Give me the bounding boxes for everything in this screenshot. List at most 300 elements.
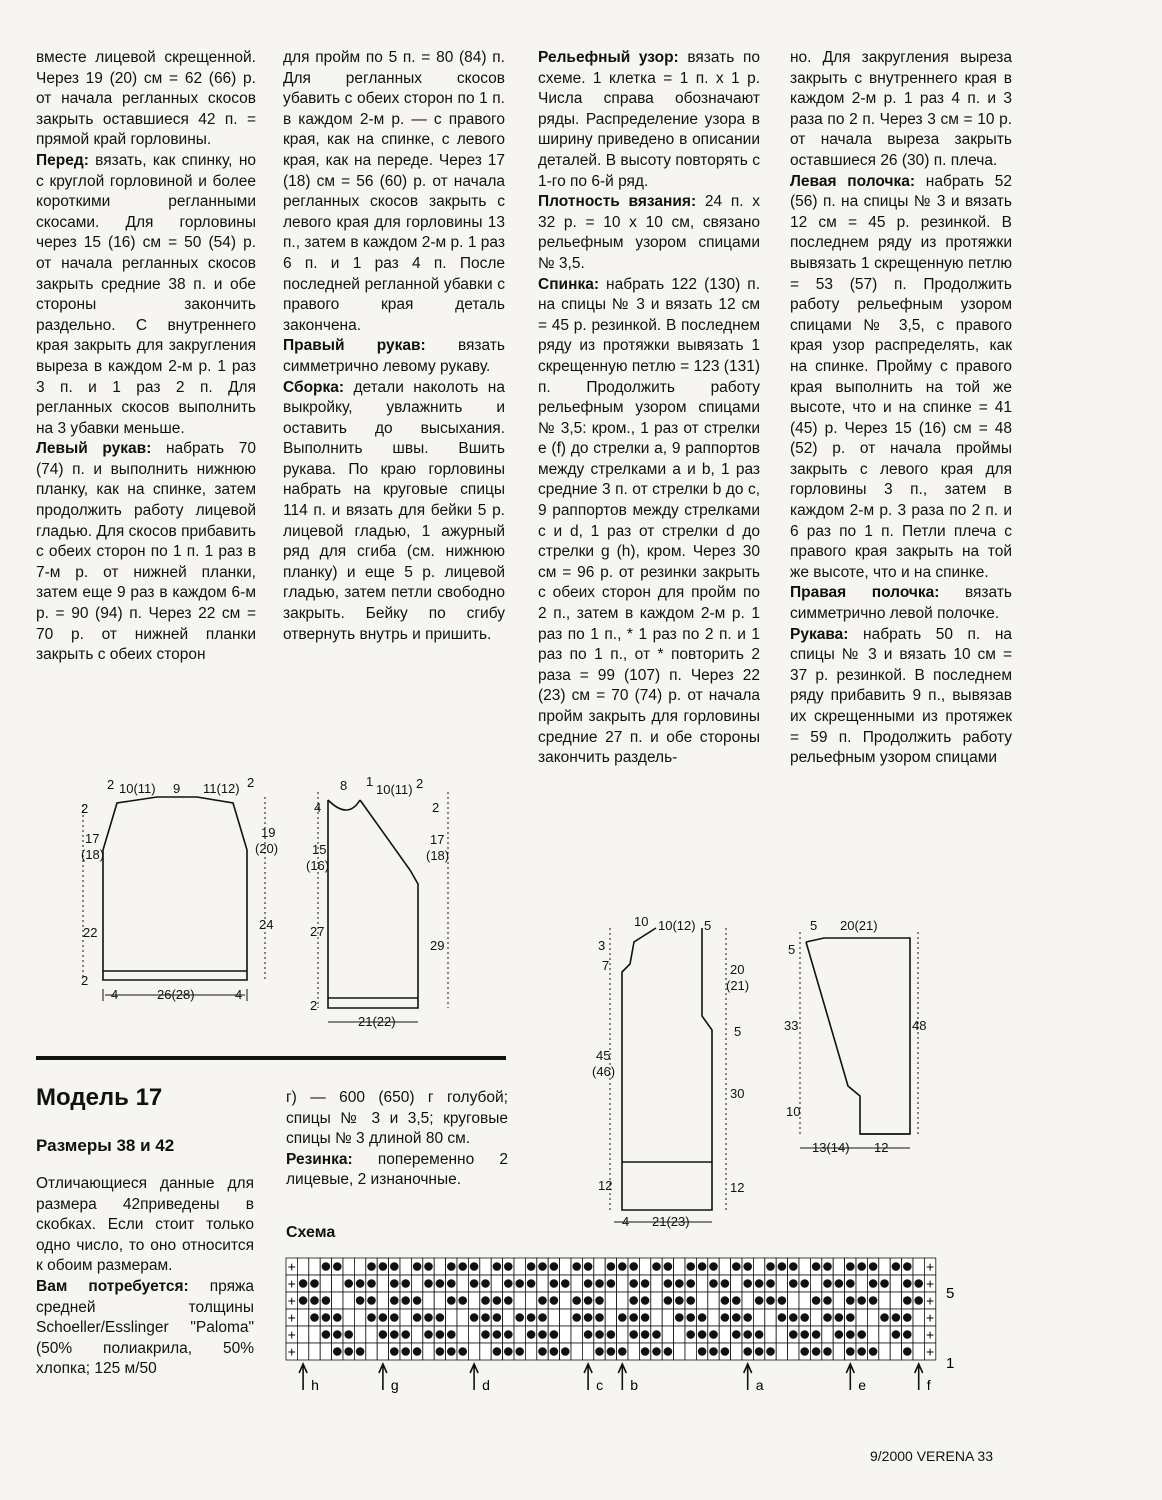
purl-dot [823, 1347, 832, 1356]
dim-label: 5 [788, 942, 796, 957]
dim-label: 5 [704, 918, 712, 933]
purl-dot [607, 1347, 616, 1356]
purl-dot [447, 1347, 456, 1356]
purl-dot [846, 1313, 855, 1322]
chart-cell [696, 1275, 707, 1292]
chart-cell [753, 1309, 764, 1326]
chart-cell [525, 1343, 536, 1360]
purl-dot [458, 1347, 467, 1356]
dim-label: 48 [912, 1018, 927, 1033]
purl-dot [800, 1313, 809, 1322]
chart-cell [651, 1275, 662, 1292]
purl-dot [515, 1279, 524, 1288]
purl-dot [629, 1296, 638, 1305]
purl-dot [584, 1313, 593, 1322]
chart-cell [685, 1343, 696, 1360]
text: детали наколоть на выкройку, увлажнить и оставить до высыхания. Выполнить швы. Вшить рукава. По краю горловины набрать на круговые спицы 114 п. и вязать для бейки 5 р. лицевой гладью, 1 ажурный ряд для сгиба (см. нижнюю планку) и еще 5 р. лицевой гладью, затем петли свободно закрыть. Бейку по сгибу отвернуть внутрь и пришить. [283, 378, 505, 643]
chart-cell [856, 1275, 867, 1292]
purl-dot [709, 1330, 718, 1339]
chart-cell [309, 1326, 320, 1343]
purl-dot [823, 1279, 832, 1288]
text: вязать симметрично левому рукаву. [283, 337, 505, 375]
purl-dot [641, 1296, 650, 1305]
chart-cell [810, 1309, 821, 1326]
purl-dot [538, 1330, 547, 1339]
purl-dot [652, 1330, 661, 1339]
model17-column-1 [36, 1174, 254, 1380]
purl-dot [527, 1330, 536, 1339]
purl-dot [766, 1296, 775, 1305]
chart-cell [297, 1343, 308, 1360]
purl-dot [481, 1330, 490, 1339]
purl-dot [857, 1262, 866, 1271]
paragraph-right-front [790, 583, 1012, 624]
chart-cell [719, 1258, 730, 1275]
chart-cell [605, 1292, 616, 1309]
purl-dot [538, 1296, 547, 1305]
chart-cell [377, 1275, 388, 1292]
purl-dot [823, 1262, 832, 1271]
chart-cell [788, 1292, 799, 1309]
purl-dot [789, 1279, 798, 1288]
dim-label: 4 [314, 800, 322, 815]
purl-dot [664, 1279, 673, 1288]
chart-cell [571, 1343, 582, 1360]
purl-dot [721, 1313, 730, 1322]
purl-dot [755, 1279, 764, 1288]
purl-dot [390, 1262, 399, 1271]
heading-right-sleeve: Правый рукав: [283, 337, 426, 355]
chart-cell [799, 1292, 810, 1309]
purl-dot [778, 1296, 787, 1305]
purl-dot [914, 1296, 923, 1305]
purl-dot [413, 1262, 422, 1271]
edge-stitch: + [926, 1275, 935, 1292]
purl-dot [493, 1262, 502, 1271]
dim-label: 2 [310, 998, 318, 1013]
chart-cell [708, 1292, 719, 1309]
chart-cell [742, 1292, 753, 1309]
paragraph: Отличающиеся данные для размера 42приведены в скобках. Если стоит только одно число, то оно относится к обоим размерам. [36, 1175, 254, 1275]
purl-dot [755, 1347, 764, 1356]
purl-dot [914, 1279, 923, 1288]
edge-stitch: + [926, 1258, 935, 1275]
dim-label: (46) [592, 1064, 616, 1079]
edge-stitch: + [287, 1258, 296, 1275]
purl-dot [686, 1296, 695, 1305]
heading-back: Спинка: [538, 275, 599, 293]
purl-dot [698, 1347, 707, 1356]
chart-cell [776, 1326, 787, 1343]
purl-dot [721, 1347, 730, 1356]
purl-dot [310, 1313, 319, 1322]
purl-dot [778, 1262, 787, 1271]
dim-label: 4 [111, 987, 119, 1002]
purl-dot [618, 1347, 627, 1356]
purl-dot [664, 1296, 673, 1305]
purl-dot [458, 1296, 467, 1305]
paragraph-assembly [283, 378, 505, 646]
paragraph: для пройм по 5 п. = 80 (84) п. Для регланных скосов убавить с обеих сторон по 1 п. в каждом 2-м р. — с правого края, как на спинке, с левого края, как на переде. Через 17 (18) см = 56 (60) р. от начала регланных скосов закрыть с левого края для горловины 13 п., затем в каждом 2-м р. 1 раз 6 п. и 1 раз 4 п. После последней регланной убавки с правого края деталь закончена. [283, 49, 505, 334]
text: попеременно 2 лицевые, 2 изнаночные. [286, 1150, 508, 1189]
chart-cell [560, 1309, 571, 1326]
paragraph-density [538, 192, 760, 274]
dim-label: 15 [312, 842, 327, 857]
chart-cell [879, 1258, 890, 1275]
purl-dot [470, 1262, 479, 1271]
row-number-5: 5 [946, 1285, 955, 1302]
heading-relief: Рельефный узор: [538, 49, 679, 66]
stitch-chart [284, 1256, 984, 1416]
purl-dot [629, 1262, 638, 1271]
purl-dot [641, 1347, 650, 1356]
dim-label: 9 [173, 781, 181, 796]
purl-dot [401, 1330, 410, 1339]
purl-dot [675, 1296, 684, 1305]
chart-cell [480, 1343, 491, 1360]
purl-dot [903, 1347, 912, 1356]
purl-dot [550, 1296, 559, 1305]
purl-dot [447, 1330, 456, 1339]
arrow-label: f [926, 1377, 931, 1393]
purl-dot [493, 1296, 502, 1305]
purl-dot [641, 1330, 650, 1339]
chart-cell [879, 1326, 890, 1343]
purl-dot [527, 1262, 536, 1271]
edge-stitch: + [287, 1309, 296, 1326]
chart-cell [776, 1343, 787, 1360]
chart-cell [343, 1309, 354, 1326]
chart-cell [320, 1275, 331, 1292]
purl-dot [618, 1313, 627, 1322]
text-column-4 [790, 48, 1012, 769]
chart-cell [468, 1343, 479, 1360]
purl-dot [344, 1330, 353, 1339]
chart-cell [457, 1326, 468, 1343]
chart-cell [628, 1343, 639, 1360]
chart-cell [674, 1258, 685, 1275]
chart-cell [457, 1309, 468, 1326]
purl-dot [322, 1313, 331, 1322]
purl-dot [413, 1313, 422, 1322]
paragraph-front [36, 151, 256, 439]
arrow-marker [618, 1364, 626, 1390]
chart-cell [913, 1258, 924, 1275]
purl-dot [880, 1279, 889, 1288]
chart-cell [434, 1258, 445, 1275]
purl-dot [686, 1262, 695, 1271]
chart-cell [719, 1326, 730, 1343]
heading-sleeves: Рукава: [790, 625, 849, 643]
arrow-label: c [596, 1377, 604, 1393]
purl-dot [823, 1296, 832, 1305]
purl-dot [732, 1296, 741, 1305]
purl-dot [572, 1313, 581, 1322]
purl-dot [686, 1279, 695, 1288]
edge-stitch: + [287, 1275, 296, 1292]
purl-dot [481, 1296, 490, 1305]
chart-cell [480, 1258, 491, 1275]
purl-dot [333, 1330, 342, 1339]
dim-label: 29 [430, 938, 445, 953]
dim-label: 4 [622, 1214, 630, 1229]
purl-dot [903, 1262, 912, 1271]
chart-cell [366, 1343, 377, 1360]
chart-cell [662, 1309, 673, 1326]
dim-label: 7 [602, 958, 610, 973]
heading-materials: Вам потребуется: [36, 1277, 189, 1295]
purl-dot [846, 1330, 855, 1339]
purl-dot [379, 1262, 388, 1271]
purl-dot [800, 1347, 809, 1356]
chart-cell [377, 1292, 388, 1309]
purl-dot [698, 1262, 707, 1271]
dim-label: 20(21) [840, 918, 878, 933]
purl-dot [607, 1279, 616, 1288]
chart-cell [753, 1258, 764, 1275]
purl-dot [607, 1262, 616, 1271]
sizes-title: Размеры 38 и 42 [36, 1136, 175, 1155]
paragraph: г) — 600 (650) г голубой; спицы № 3 и 3,5; круговые спицы № 3 длиной 80 см. [286, 1089, 508, 1148]
purl-dot [812, 1330, 821, 1339]
purl-dot [504, 1330, 513, 1339]
arrow-marker [915, 1364, 923, 1390]
purl-dot [538, 1347, 547, 1356]
dim-label: 17 [85, 831, 100, 846]
chart-cell [514, 1326, 525, 1343]
chart-cell [503, 1309, 514, 1326]
dim-label: 21(23) [652, 1214, 690, 1229]
edge-stitch: + [926, 1292, 935, 1309]
purl-dot [299, 1279, 308, 1288]
purl-dot [550, 1330, 559, 1339]
chart-cell [468, 1326, 479, 1343]
purl-dot [413, 1347, 422, 1356]
paragraph-left-sleeve [36, 439, 256, 666]
chart-cell [560, 1258, 571, 1275]
purl-dot [835, 1313, 844, 1322]
arrow-label: d [482, 1377, 490, 1393]
dim-label: 24 [259, 917, 274, 932]
purl-dot [515, 1347, 524, 1356]
chart-cell [309, 1343, 320, 1360]
text-column-3 [538, 48, 760, 769]
purl-dot [709, 1262, 718, 1271]
chart-cell [400, 1258, 411, 1275]
purl-dot [424, 1330, 433, 1339]
purl-dot [436, 1330, 445, 1339]
purl-dot [333, 1262, 342, 1271]
purl-dot [743, 1262, 752, 1271]
chart-cell [890, 1343, 901, 1360]
chart-cell [332, 1292, 343, 1309]
dim-label: 10(11) [376, 782, 413, 797]
chart-cell [320, 1343, 331, 1360]
dim-label: (20) [255, 841, 279, 856]
dim-label: 13(14) [812, 1140, 850, 1155]
chart-cell [297, 1326, 308, 1343]
dim-label: 17 [430, 832, 445, 847]
purl-dot [379, 1330, 388, 1339]
purl-dot [652, 1262, 661, 1271]
purl-dot [299, 1296, 308, 1305]
purl-dot [778, 1313, 787, 1322]
purl-dot [823, 1313, 832, 1322]
heading-density: Плотность вязания: [538, 193, 697, 211]
dim-label: 5 [810, 918, 818, 933]
model-title: Модель 17 [36, 1084, 163, 1111]
purl-dot [436, 1279, 445, 1288]
chart-cell [571, 1275, 582, 1292]
purl-dot [709, 1279, 718, 1288]
purl-dot [664, 1262, 673, 1271]
purl-dot [869, 1347, 878, 1356]
chart-cell [411, 1275, 422, 1292]
purl-dot [344, 1347, 353, 1356]
edge-stitch: + [926, 1309, 935, 1326]
purl-dot [550, 1347, 559, 1356]
purl-dot [880, 1313, 889, 1322]
purl-dot [310, 1296, 319, 1305]
chart-cell [913, 1309, 924, 1326]
paragraph: вместе лицевой скрещенной. Через 19 (20) см = 62 (66) р. от начала регланных скосов закрыть оставшиеся 42 п. = прямой край горловины. [36, 49, 256, 149]
purl-dot [470, 1313, 479, 1322]
purl-dot [595, 1313, 604, 1322]
purl-dot [721, 1296, 730, 1305]
scheme-title: Схема [286, 1224, 336, 1241]
chart-cell [856, 1309, 867, 1326]
purl-dot [413, 1296, 422, 1305]
purl-dot [846, 1279, 855, 1288]
purl-dot [322, 1262, 331, 1271]
chart-cell [309, 1258, 320, 1275]
purl-dot [322, 1296, 331, 1305]
chart-cell [446, 1309, 457, 1326]
purl-dot [367, 1296, 376, 1305]
purl-dot [401, 1347, 410, 1356]
chart-cell [879, 1292, 890, 1309]
purl-dot [857, 1296, 866, 1305]
chart-cell [765, 1326, 776, 1343]
dim-label: 19 [261, 825, 276, 840]
purl-dot [538, 1262, 547, 1271]
chart-cell [423, 1343, 434, 1360]
dim-label: 2 [247, 775, 255, 790]
dim-label: 12 [598, 1178, 613, 1193]
chart-cell [776, 1275, 787, 1292]
dim-label: 21(22) [358, 1014, 396, 1029]
text: 24 п. х 32 р. = 10 х 10 см, связано рельефным узором спицами № 3,5. [538, 193, 760, 272]
chart-cell [731, 1275, 742, 1292]
chart-cell [400, 1309, 411, 1326]
purl-dot [812, 1262, 821, 1271]
heading-front: Перед: [36, 151, 89, 169]
purl-dot [367, 1262, 376, 1271]
paragraph-relief [538, 48, 760, 192]
purl-dot [732, 1313, 741, 1322]
chart-cell [560, 1326, 571, 1343]
chart-cell [332, 1275, 343, 1292]
chart-cell [788, 1343, 799, 1360]
dim-label: 5 [734, 1024, 742, 1039]
text: набрать 50 п. на спицы № 3 и вязать 10 см = 37 р. резинкой. В последнем ряду прибавить 9 п., вывязав их скрещенными из протяжек = 59 п. Продолжить работу рельефным узором спицами [790, 625, 1012, 767]
arrow-label: e [858, 1377, 867, 1393]
purl-dot [356, 1279, 365, 1288]
chart-cell [514, 1258, 525, 1275]
purl-dot [800, 1330, 809, 1339]
purl-dot [743, 1330, 752, 1339]
chart-cell [833, 1292, 844, 1309]
chart-cell [867, 1309, 878, 1326]
purl-dot [652, 1347, 661, 1356]
dim-label: 10(11) [119, 781, 156, 796]
purl-dot [584, 1296, 593, 1305]
page-number: 33 [977, 1448, 993, 1464]
dim-label: 2 [81, 973, 89, 988]
chart-cell [867, 1326, 878, 1343]
edge-stitch: + [287, 1326, 296, 1343]
purl-dot [629, 1279, 638, 1288]
purl-dot [424, 1262, 433, 1271]
paragraph-rib [286, 1150, 508, 1191]
dim-label: 12 [730, 1180, 745, 1195]
front-schematic [300, 772, 470, 1034]
chart-cell [571, 1326, 582, 1343]
left-front-schematic [592, 912, 762, 1230]
chart-cell [560, 1292, 571, 1309]
purl-dot [789, 1313, 798, 1322]
purl-dot [367, 1279, 376, 1288]
purl-dot [595, 1279, 604, 1288]
sleeve-schematic [75, 775, 279, 1010]
dim-label: (21) [726, 978, 750, 993]
chart-cell [354, 1258, 365, 1275]
page-footer [870, 1448, 993, 1464]
purl-dot [401, 1296, 410, 1305]
chart-cell [343, 1258, 354, 1275]
dim-label: 26(28) [157, 987, 195, 1002]
chart-cell [890, 1292, 901, 1309]
chart-cell [639, 1258, 650, 1275]
heading-assembly: Сборка: [283, 378, 345, 396]
heading-left-sleeve: Левый рукав: [36, 440, 152, 458]
text-column-1 [36, 48, 256, 666]
purl-dot [903, 1279, 912, 1288]
dim-label: 30 [730, 1086, 745, 1101]
purl-dot [493, 1347, 502, 1356]
purl-dot [721, 1279, 730, 1288]
purl-dot [789, 1262, 798, 1271]
purl-dot [789, 1330, 798, 1339]
purl-dot [481, 1313, 490, 1322]
arrow-marker [299, 1364, 307, 1390]
chart-cell [537, 1275, 548, 1292]
chart-cell [377, 1343, 388, 1360]
purl-dot [698, 1330, 707, 1339]
purl-dot [686, 1313, 695, 1322]
purl-dot [903, 1330, 912, 1339]
chart-cell [731, 1343, 742, 1360]
dim-label: (18) [426, 848, 450, 863]
purl-dot [846, 1262, 855, 1271]
chart-cell [434, 1292, 445, 1309]
chart-cell [457, 1275, 468, 1292]
purl-dot [538, 1313, 547, 1322]
purl-dot [584, 1279, 593, 1288]
purl-dot [835, 1279, 844, 1288]
purl-dot [504, 1296, 513, 1305]
issue-label: 9/2000 VERENA [870, 1448, 974, 1464]
